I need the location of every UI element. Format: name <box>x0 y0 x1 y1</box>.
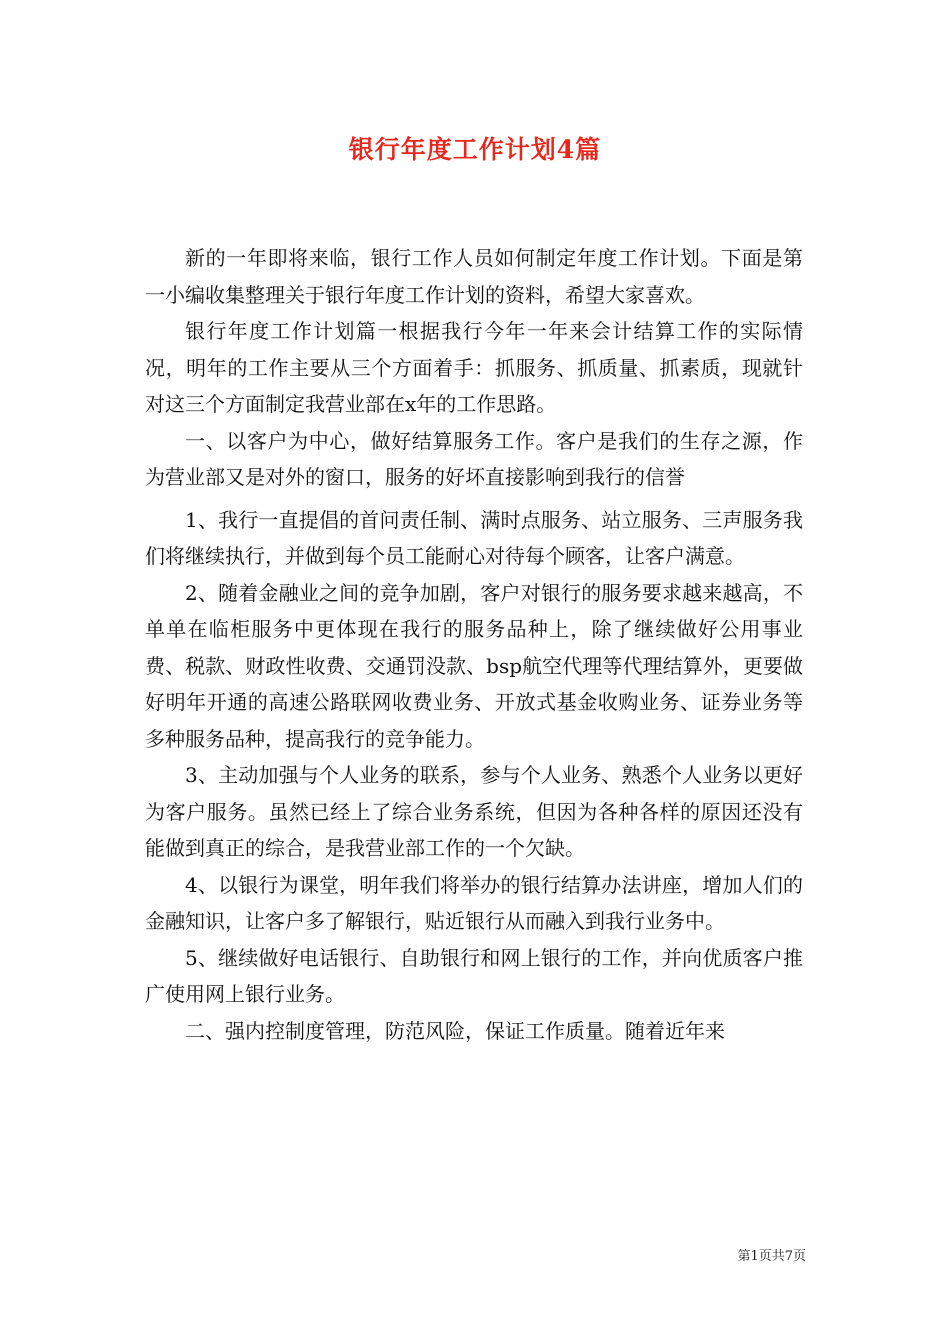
paragraph-section-one: 一、以客户为中心，做好结算服务工作。客户是我们的生存之源，作为营业部又是对外的窗口，服务的好坏直接影响到我行的信誉 <box>145 428 803 489</box>
paragraph-intro: 新的一年即将来临，银行工作人员如何制定年度工作计划。下面是第一小编收集整理关于银行年度工作计划的资料，希望大家喜欢。 <box>145 246 803 307</box>
paragraph-item-2: 2、随着金融业之间的竞争加剧，客户对银行的服务要求越来越高，不单单在临柜服务中更体现在我行的服务品种上，除了继续做好公用事业费、税款、财政性收费、交通罚没款、bsp航空代理等代理结算外，更要做好明年开通的高速公路联网收费业务、开放式基金收购业务、证券业务等多种服务品种，提高我行的竞争能力。 <box>145 580 803 751</box>
document-body <box>145 240 803 1049</box>
paragraph-item-3: 3、主动加强与个人业务的联系，参与个人业务、熟悉个人业务以更好为客户服务。虽然已经上了综合业务系统，但因为各种各样的原因还没有能做到真正的综合，是我营业部工作的一个欠缺。 <box>145 763 803 860</box>
page-number: 第1页共7页 <box>737 1249 806 1264</box>
paragraph-section-two: 二、强内控制度管理，防范风险，保证工作质量。随着近年来 <box>185 1018 725 1043</box>
paragraph-plan-overview: 银行年度工作计划篇一根据我行今年一年来会计结算工作的实际情况，明年的工作主要从三个方面着手：抓服务、抓质量、抓素质，现就针对这三个方面制定我营业部在x年的工作思路。 <box>145 319 803 416</box>
document-title: 银行年度工作计划4篇 <box>348 135 602 164</box>
paragraph-item-4: 4、以银行为课堂，明年我们将举办的银行结算办法讲座，增加人们的金融知识，让客户多了解银行，贴近银行从而融入到我行业务中。 <box>145 872 803 933</box>
paragraph-item-1: 1、我行一直提倡的首问责任制、满时点服务、站立服务、三声服务我们将继续执行，并做到每个员工能耐心对待每个顾客，让客户满意。 <box>145 507 803 568</box>
paragraph-item-5: 5、继续做好电话银行、自助银行和网上银行的工作，并向优质客户推广使用网上银行业务。 <box>145 945 803 1006</box>
